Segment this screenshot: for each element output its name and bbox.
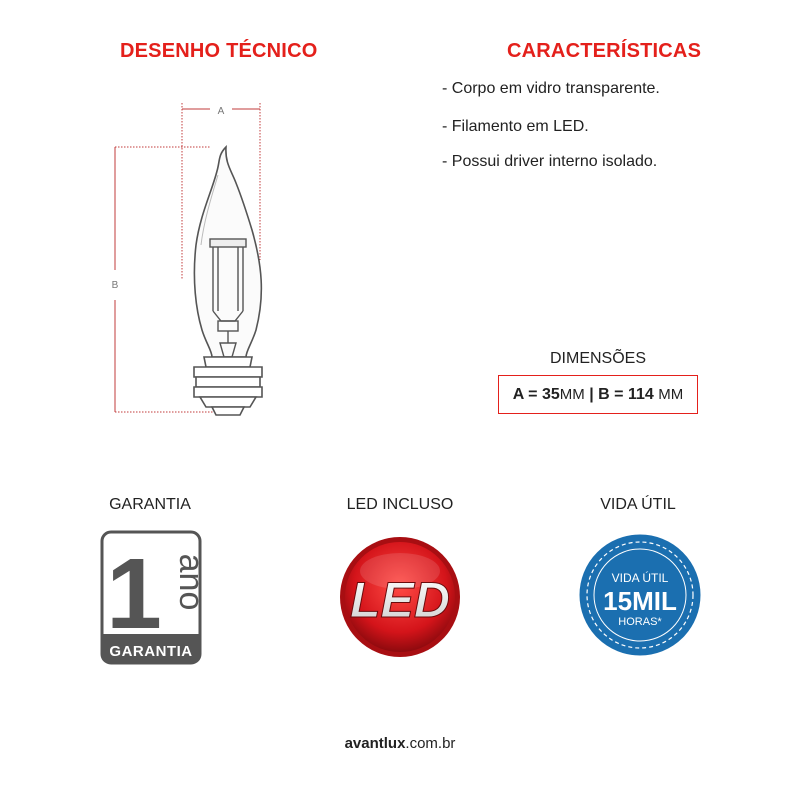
led-text: LED: [350, 572, 450, 628]
dim-a-label: A: [217, 106, 225, 117]
warranty-number: 1: [106, 538, 162, 650]
feature-led-filament: - Filamento em LED.: [442, 118, 589, 135]
dim-a-key: A =: [512, 385, 538, 403]
feature-internal-driver: - Possui driver interno isolado.: [442, 153, 658, 170]
dim-separator: |: [589, 385, 594, 403]
footer-brand: avantlux: [344, 735, 406, 752]
warranty-unit: ano: [172, 553, 210, 611]
dim-b-value: 114: [627, 385, 654, 403]
warranty-title: GARANTIA: [109, 496, 191, 513]
dim-b-label: B: [111, 280, 119, 291]
dim-a-value: 35: [541, 385, 560, 403]
bulb-technical-drawing: [100, 95, 280, 425]
dimensions-title: DIMENSÕES: [549, 350, 646, 367]
feature-glass-body: - Corpo em vidro transparente.: [442, 80, 660, 97]
warranty-footer: GARANTIA: [109, 643, 193, 660]
technical-drawing-heading: DESENHO TÉCNICO: [120, 40, 318, 62]
footer-url[interactable]: [0, 735, 800, 752]
life-top-text: VIDA ÚTIL: [611, 571, 669, 585]
dim-b-unit: MM: [658, 386, 684, 403]
life-title: VIDA ÚTIL: [600, 496, 676, 513]
led-title: LED INCLUSO: [346, 496, 454, 513]
dim-b-key: B =: [598, 385, 624, 403]
life-badge-icon: [578, 533, 702, 657]
life-main-text: 15MIL: [603, 586, 677, 616]
led-badge-icon: [338, 535, 462, 659]
dimensions-box: [498, 375, 698, 414]
dim-a-unit: MM: [559, 386, 585, 403]
characteristics-heading: CARACTERÍSTICAS: [507, 40, 702, 62]
warranty-badge-icon: [100, 530, 210, 665]
footer-domain: .com.br: [405, 735, 456, 752]
life-bottom-text: HORAS*: [618, 616, 662, 628]
